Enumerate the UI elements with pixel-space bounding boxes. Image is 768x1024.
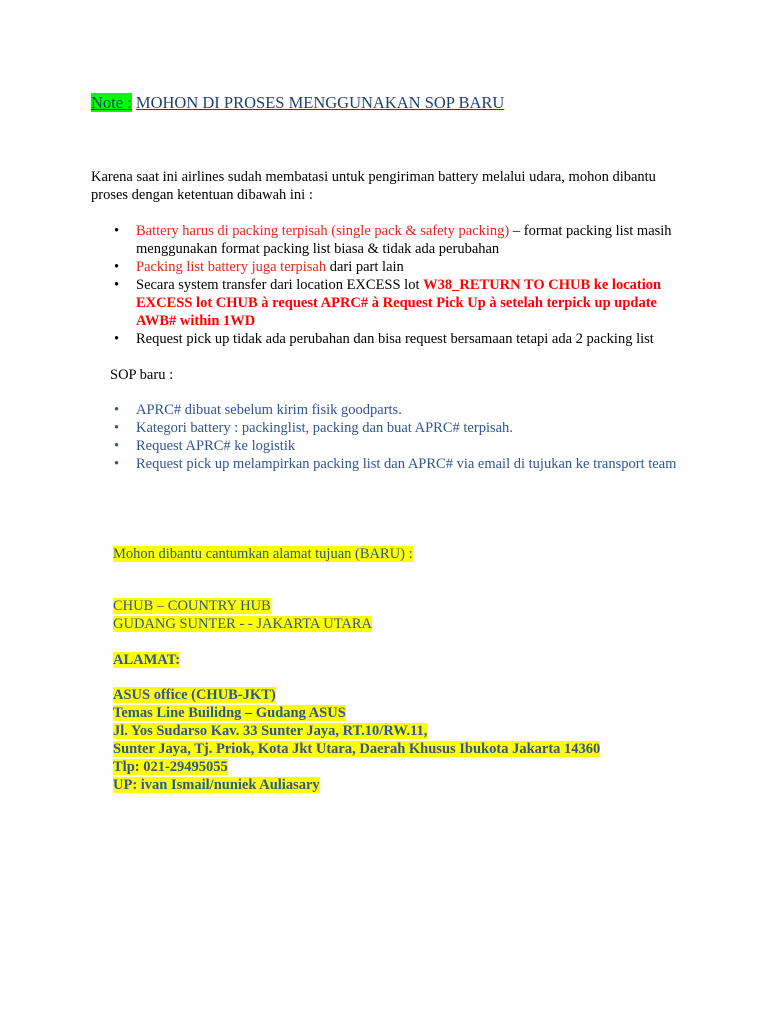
- battery-rules-list: [112, 222, 692, 348]
- list-item: [112, 222, 692, 258]
- address-request: Mohon dibantu cantumkan alamat tujuan (BARU) :: [113, 546, 413, 562]
- intro-paragraph: Karena saat ini airlines sudah membatasi untuk pengiriman battery melalui udara, mohon dibantu proses dengan ketentuan dibawah ini :: [91, 169, 656, 203]
- sop-list-item: • APRC# dibuat sebelum kirim fisik goodparts.: [112, 401, 692, 419]
- list-item: [112, 276, 692, 330]
- list-item: [112, 258, 692, 276]
- address-line: ASUS office (CHUB-JKT): [113, 687, 276, 703]
- list-item: [112, 330, 692, 348]
- note-title: MOHON DI PROSES MENGGUNAKAN SOP BARU: [135, 93, 505, 112]
- alamat-label: ALAMAT:: [113, 652, 181, 668]
- sop-list: [112, 401, 692, 473]
- note-heading: [91, 93, 504, 113]
- list-item-red-text: Packing list battery juga terpisah: [136, 259, 327, 275]
- sop-list-item: • Request pick up melampirkan packing list dan APRC# via email di tujukan ke transport team: [112, 455, 692, 473]
- sop-list-item: • Request APRC# ke logistik: [112, 437, 692, 455]
- address-line: Sunter Jaya, Tj. Priok, Kota Jkt Utara, Daerah Khusus Ibukota Jakarta 14360: [113, 741, 601, 757]
- sop-list-item: • Kategori battery : packinglist, packing dan buat APRC# terpisah.: [112, 419, 692, 437]
- hub-name: CHUB – COUNTRY HUB: [113, 598, 271, 614]
- hub-location: GUDANG SUNTER - - JAKARTA UTARA: [113, 616, 373, 632]
- list-item-red-text: Battery harus di packing terpisah (single pack & safety packing): [136, 223, 510, 239]
- address-contact: UP: ivan Ismail/nuniek Auliasary: [113, 777, 320, 793]
- note-label: Note :: [91, 93, 132, 112]
- list-item-text: dari part lain: [326, 259, 404, 275]
- list-item-bold-red-text: W38_RETURN TO CHUB ke location EXCESS lot CHUB à request APRC# à Request Pick Up à setelah terpick up update AWB# within 1WD: [136, 277, 662, 329]
- address-line: Temas Line Builidng – Gudang ASUS: [113, 705, 346, 721]
- list-item-text: – format packing list masih menggunakan format packing list biasa & tidak ada perubahan: [136, 223, 672, 257]
- list-item-text: Secara system transfer dari location EXCESS lot: [136, 277, 424, 293]
- address-line: Jl. Yos Sudarso Kav. 33 Sunter Jaya, RT.10/RW.11,: [113, 723, 428, 739]
- address-phone: Tlp: 021-29495055: [113, 759, 228, 775]
- list-item-text: Request pick up tidak ada perubahan dan bisa request bersamaan tetapi ada 2 packing list: [136, 331, 654, 347]
- sop-title: SOP baru :: [110, 367, 174, 383]
